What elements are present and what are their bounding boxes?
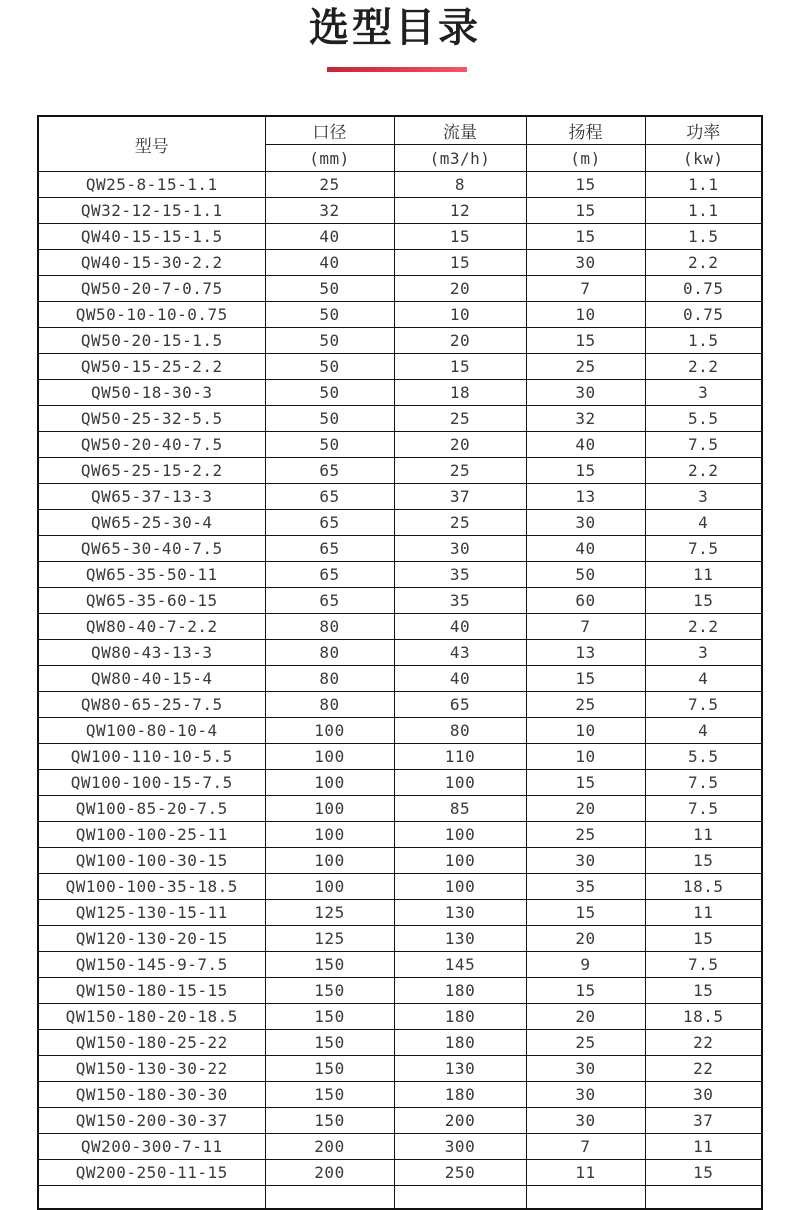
cell-diameter: 80	[265, 614, 394, 640]
cell-flow: 12	[394, 198, 526, 224]
cell-head: 32	[526, 406, 645, 432]
cell-model: QW100-85-20-7.5	[38, 796, 265, 822]
cell-power: 11	[645, 1134, 762, 1160]
cell-flow: 130	[394, 926, 526, 952]
cell-model: QW100-100-15-7.5	[38, 770, 265, 796]
cell-head: 10	[526, 744, 645, 770]
cell-flow: 40	[394, 666, 526, 692]
cell-diameter: 150	[265, 978, 394, 1004]
title-divider	[327, 67, 467, 72]
cell-model: QW150-180-15-15	[38, 978, 265, 1004]
cell-model: QW25-8-15-1.1	[38, 172, 265, 198]
cell-head: 25	[526, 822, 645, 848]
cell-diameter: 100	[265, 848, 394, 874]
cell-diameter: 150	[265, 1108, 394, 1134]
cell-diameter: 32	[265, 198, 394, 224]
cell-power	[645, 1186, 762, 1210]
cell-diameter: 40	[265, 224, 394, 250]
table-row	[38, 900, 762, 926]
cell-power: 1.1	[645, 198, 762, 224]
cell-diameter: 65	[265, 588, 394, 614]
cell-model: QW80-40-7-2.2	[38, 614, 265, 640]
cell-diameter: 100	[265, 718, 394, 744]
cell-head: 20	[526, 796, 645, 822]
table-row	[38, 770, 762, 796]
cell-flow: 8	[394, 172, 526, 198]
table-row	[38, 718, 762, 744]
cell-head: 30	[526, 1108, 645, 1134]
cell-power: 7.5	[645, 770, 762, 796]
cell-head: 35	[526, 874, 645, 900]
table-row	[38, 224, 762, 250]
cell-model: QW150-200-30-37	[38, 1108, 265, 1134]
cell-flow: 10	[394, 302, 526, 328]
column-unit-power: (kw)	[645, 145, 762, 172]
cell-model	[38, 1186, 265, 1210]
column-header-flow: 流量	[394, 116, 526, 145]
table-row	[38, 692, 762, 718]
cell-power: 5.5	[645, 406, 762, 432]
cell-power: 15	[645, 1160, 762, 1186]
cell-flow: 35	[394, 562, 526, 588]
cell-model: QW50-18-30-3	[38, 380, 265, 406]
cell-power: 7.5	[645, 432, 762, 458]
table-row	[38, 250, 762, 276]
cell-flow: 37	[394, 484, 526, 510]
cell-flow: 18	[394, 380, 526, 406]
cell-model: QW150-180-30-30	[38, 1082, 265, 1108]
cell-flow: 65	[394, 692, 526, 718]
table-row	[38, 276, 762, 302]
cell-flow: 100	[394, 848, 526, 874]
cell-flow: 180	[394, 1004, 526, 1030]
cell-model: QW80-43-13-3	[38, 640, 265, 666]
cell-flow: 20	[394, 276, 526, 302]
cell-power: 0.75	[645, 302, 762, 328]
cell-power: 18.5	[645, 874, 762, 900]
table-header	[38, 116, 762, 172]
cell-power: 15	[645, 588, 762, 614]
cell-flow: 100	[394, 874, 526, 900]
cell-head: 40	[526, 432, 645, 458]
cell-head: 15	[526, 458, 645, 484]
cell-diameter: 100	[265, 744, 394, 770]
cell-diameter: 150	[265, 1056, 394, 1082]
cell-head: 30	[526, 848, 645, 874]
cell-model: QW150-180-20-18.5	[38, 1004, 265, 1030]
cell-power: 30	[645, 1082, 762, 1108]
cell-head	[526, 1186, 645, 1210]
cell-model: QW50-20-40-7.5	[38, 432, 265, 458]
table-row	[38, 926, 762, 952]
cell-model: QW32-12-15-1.1	[38, 198, 265, 224]
cell-flow: 40	[394, 614, 526, 640]
cell-head: 60	[526, 588, 645, 614]
table-row	[38, 666, 762, 692]
cell-head: 15	[526, 224, 645, 250]
cell-diameter: 80	[265, 640, 394, 666]
cell-model: QW40-15-30-2.2	[38, 250, 265, 276]
cell-power: 2.2	[645, 354, 762, 380]
page-title: 选型目录	[309, 5, 481, 51]
table-row	[38, 1004, 762, 1030]
cell-power: 15	[645, 926, 762, 952]
cell-flow: 180	[394, 978, 526, 1004]
cell-power: 4	[645, 666, 762, 692]
cell-model: QW40-15-15-1.5	[38, 224, 265, 250]
cell-head: 15	[526, 328, 645, 354]
cell-flow: 35	[394, 588, 526, 614]
cell-model: QW50-10-10-0.75	[38, 302, 265, 328]
cell-model: QW50-20-15-1.5	[38, 328, 265, 354]
table-row	[38, 432, 762, 458]
cell-power: 3	[645, 484, 762, 510]
cell-head: 7	[526, 614, 645, 640]
table-row	[38, 562, 762, 588]
cell-power: 1.1	[645, 172, 762, 198]
cell-flow: 20	[394, 432, 526, 458]
cell-diameter: 65	[265, 510, 394, 536]
cell-head: 40	[526, 536, 645, 562]
cell-power: 1.5	[645, 328, 762, 354]
cell-flow	[394, 1186, 526, 1210]
table-row	[38, 796, 762, 822]
cell-power: 4	[645, 510, 762, 536]
cell-power: 37	[645, 1108, 762, 1134]
table-row	[38, 510, 762, 536]
cell-diameter: 50	[265, 380, 394, 406]
header-row	[38, 116, 762, 145]
cell-flow: 30	[394, 536, 526, 562]
cell-diameter: 65	[265, 458, 394, 484]
table-row	[38, 640, 762, 666]
cell-model: QW100-80-10-4	[38, 718, 265, 744]
cell-flow: 15	[394, 354, 526, 380]
table-row	[38, 588, 762, 614]
cell-diameter: 200	[265, 1134, 394, 1160]
cell-power: 7.5	[645, 536, 762, 562]
table-row	[38, 1056, 762, 1082]
cell-power: 0.75	[645, 276, 762, 302]
cell-flow: 130	[394, 1056, 526, 1082]
cell-head: 11	[526, 1160, 645, 1186]
cell-power: 2.2	[645, 614, 762, 640]
cell-power: 11	[645, 562, 762, 588]
cell-head: 13	[526, 640, 645, 666]
cell-flow: 25	[394, 510, 526, 536]
table-row	[38, 1134, 762, 1160]
cell-diameter: 150	[265, 952, 394, 978]
cell-model: QW150-145-9-7.5	[38, 952, 265, 978]
cell-head: 15	[526, 198, 645, 224]
cell-power: 11	[645, 900, 762, 926]
cell-flow: 100	[394, 822, 526, 848]
cell-model: QW50-25-32-5.5	[38, 406, 265, 432]
cell-head: 25	[526, 354, 645, 380]
cell-model: QW80-65-25-7.5	[38, 692, 265, 718]
cell-head: 30	[526, 510, 645, 536]
table-row	[38, 380, 762, 406]
table-row	[38, 354, 762, 380]
column-unit-diameter: (mm)	[265, 145, 394, 172]
cell-head: 30	[526, 250, 645, 276]
cell-flow: 145	[394, 952, 526, 978]
partial-table-row	[38, 1186, 762, 1210]
cell-head: 10	[526, 718, 645, 744]
cell-model: QW150-130-30-22	[38, 1056, 265, 1082]
cell-model: QW65-35-50-11	[38, 562, 265, 588]
cell-model: QW80-40-15-4	[38, 666, 265, 692]
cell-head: 30	[526, 1056, 645, 1082]
cell-diameter: 100	[265, 796, 394, 822]
cell-power: 1.5	[645, 224, 762, 250]
cell-power: 11	[645, 822, 762, 848]
cell-power: 3	[645, 640, 762, 666]
cell-power: 15	[645, 848, 762, 874]
table-row	[38, 822, 762, 848]
cell-flow: 180	[394, 1030, 526, 1056]
cell-head: 25	[526, 1030, 645, 1056]
cell-diameter: 100	[265, 770, 394, 796]
cell-flow: 85	[394, 796, 526, 822]
cell-model: QW65-25-30-4	[38, 510, 265, 536]
cell-diameter: 150	[265, 1030, 394, 1056]
cell-head: 15	[526, 770, 645, 796]
cell-diameter	[265, 1186, 394, 1210]
cell-power: 22	[645, 1056, 762, 1082]
cell-head: 50	[526, 562, 645, 588]
cell-flow: 300	[394, 1134, 526, 1160]
column-unit-head: (m)	[526, 145, 645, 172]
cell-power: 2.2	[645, 458, 762, 484]
cell-model: QW120-130-20-15	[38, 926, 265, 952]
table-row	[38, 848, 762, 874]
table-row	[38, 172, 762, 198]
cell-power: 7.5	[645, 796, 762, 822]
cell-power: 7.5	[645, 692, 762, 718]
cell-diameter: 100	[265, 822, 394, 848]
cell-diameter: 25	[265, 172, 394, 198]
cell-diameter: 125	[265, 926, 394, 952]
cell-diameter: 80	[265, 666, 394, 692]
cell-power: 3	[645, 380, 762, 406]
table-row	[38, 302, 762, 328]
cell-head: 20	[526, 926, 645, 952]
column-unit-flow: (m3/h)	[394, 145, 526, 172]
cell-diameter: 200	[265, 1160, 394, 1186]
table-row	[38, 1030, 762, 1056]
cell-diameter: 50	[265, 302, 394, 328]
column-header-diameter: 口径	[265, 116, 394, 145]
cell-model: QW65-35-60-15	[38, 588, 265, 614]
cell-model: QW100-100-25-11	[38, 822, 265, 848]
cell-head: 25	[526, 692, 645, 718]
cell-power: 5.5	[645, 744, 762, 770]
table-row	[38, 328, 762, 354]
cell-power: 4	[645, 718, 762, 744]
cell-diameter: 50	[265, 354, 394, 380]
cell-model: QW150-180-25-22	[38, 1030, 265, 1056]
cell-flow: 15	[394, 224, 526, 250]
cell-diameter: 40	[265, 250, 394, 276]
cell-power: 18.5	[645, 1004, 762, 1030]
cell-diameter: 50	[265, 276, 394, 302]
table-row	[38, 1160, 762, 1186]
cell-flow: 25	[394, 406, 526, 432]
cell-head: 15	[526, 900, 645, 926]
cell-head: 9	[526, 952, 645, 978]
cell-flow: 20	[394, 328, 526, 354]
cell-model: QW50-20-7-0.75	[38, 276, 265, 302]
cell-diameter: 150	[265, 1004, 394, 1030]
cell-flow: 100	[394, 770, 526, 796]
cell-model: QW100-100-30-15	[38, 848, 265, 874]
cell-diameter: 80	[265, 692, 394, 718]
cell-diameter: 65	[265, 536, 394, 562]
cell-power: 22	[645, 1030, 762, 1056]
cell-model: QW65-25-15-2.2	[38, 458, 265, 484]
cell-head: 7	[526, 1134, 645, 1160]
cell-model: QW100-100-35-18.5	[38, 874, 265, 900]
cell-model: QW125-130-15-11	[38, 900, 265, 926]
table-row	[38, 536, 762, 562]
column-header-power: 功率	[645, 116, 762, 145]
cell-model: QW200-250-11-15	[38, 1160, 265, 1186]
column-header-head: 扬程	[526, 116, 645, 145]
cell-diameter: 125	[265, 900, 394, 926]
table-row	[38, 406, 762, 432]
table-row	[38, 614, 762, 640]
cell-diameter: 65	[265, 562, 394, 588]
table-row	[38, 978, 762, 1004]
cell-power: 7.5	[645, 952, 762, 978]
table-row	[38, 458, 762, 484]
table-row	[38, 1108, 762, 1134]
cell-head: 15	[526, 172, 645, 198]
cell-diameter: 50	[265, 406, 394, 432]
cell-head: 30	[526, 380, 645, 406]
cell-power: 2.2	[645, 250, 762, 276]
cell-flow: 180	[394, 1082, 526, 1108]
cell-model: QW200-300-7-11	[38, 1134, 265, 1160]
cell-flow: 25	[394, 458, 526, 484]
cell-diameter: 50	[265, 432, 394, 458]
cell-flow: 15	[394, 250, 526, 276]
cell-flow: 110	[394, 744, 526, 770]
table-row	[38, 1082, 762, 1108]
cell-diameter: 150	[265, 1082, 394, 1108]
cell-diameter: 50	[265, 328, 394, 354]
cell-flow: 80	[394, 718, 526, 744]
cell-head: 10	[526, 302, 645, 328]
cell-model: QW65-37-13-3	[38, 484, 265, 510]
selection-table	[37, 115, 763, 1210]
cell-flow: 200	[394, 1108, 526, 1134]
table-row	[38, 198, 762, 224]
cell-diameter: 65	[265, 484, 394, 510]
cell-head: 15	[526, 666, 645, 692]
cell-head: 20	[526, 1004, 645, 1030]
table-row	[38, 874, 762, 900]
cell-flow: 43	[394, 640, 526, 666]
cell-flow: 250	[394, 1160, 526, 1186]
table-body-partial	[38, 1186, 762, 1210]
cell-model: QW65-30-40-7.5	[38, 536, 265, 562]
cell-head: 15	[526, 978, 645, 1004]
cell-model: QW100-110-10-5.5	[38, 744, 265, 770]
cell-flow: 130	[394, 900, 526, 926]
table-row	[38, 952, 762, 978]
cell-head: 30	[526, 1082, 645, 1108]
table-row	[38, 484, 762, 510]
column-header-model: 型号	[38, 116, 265, 172]
cell-power: 15	[645, 978, 762, 1004]
table-row	[38, 744, 762, 770]
table-body	[38, 172, 762, 1186]
cell-head: 13	[526, 484, 645, 510]
cell-model: QW50-15-25-2.2	[38, 354, 265, 380]
cell-head: 7	[526, 276, 645, 302]
cell-diameter: 100	[265, 874, 394, 900]
